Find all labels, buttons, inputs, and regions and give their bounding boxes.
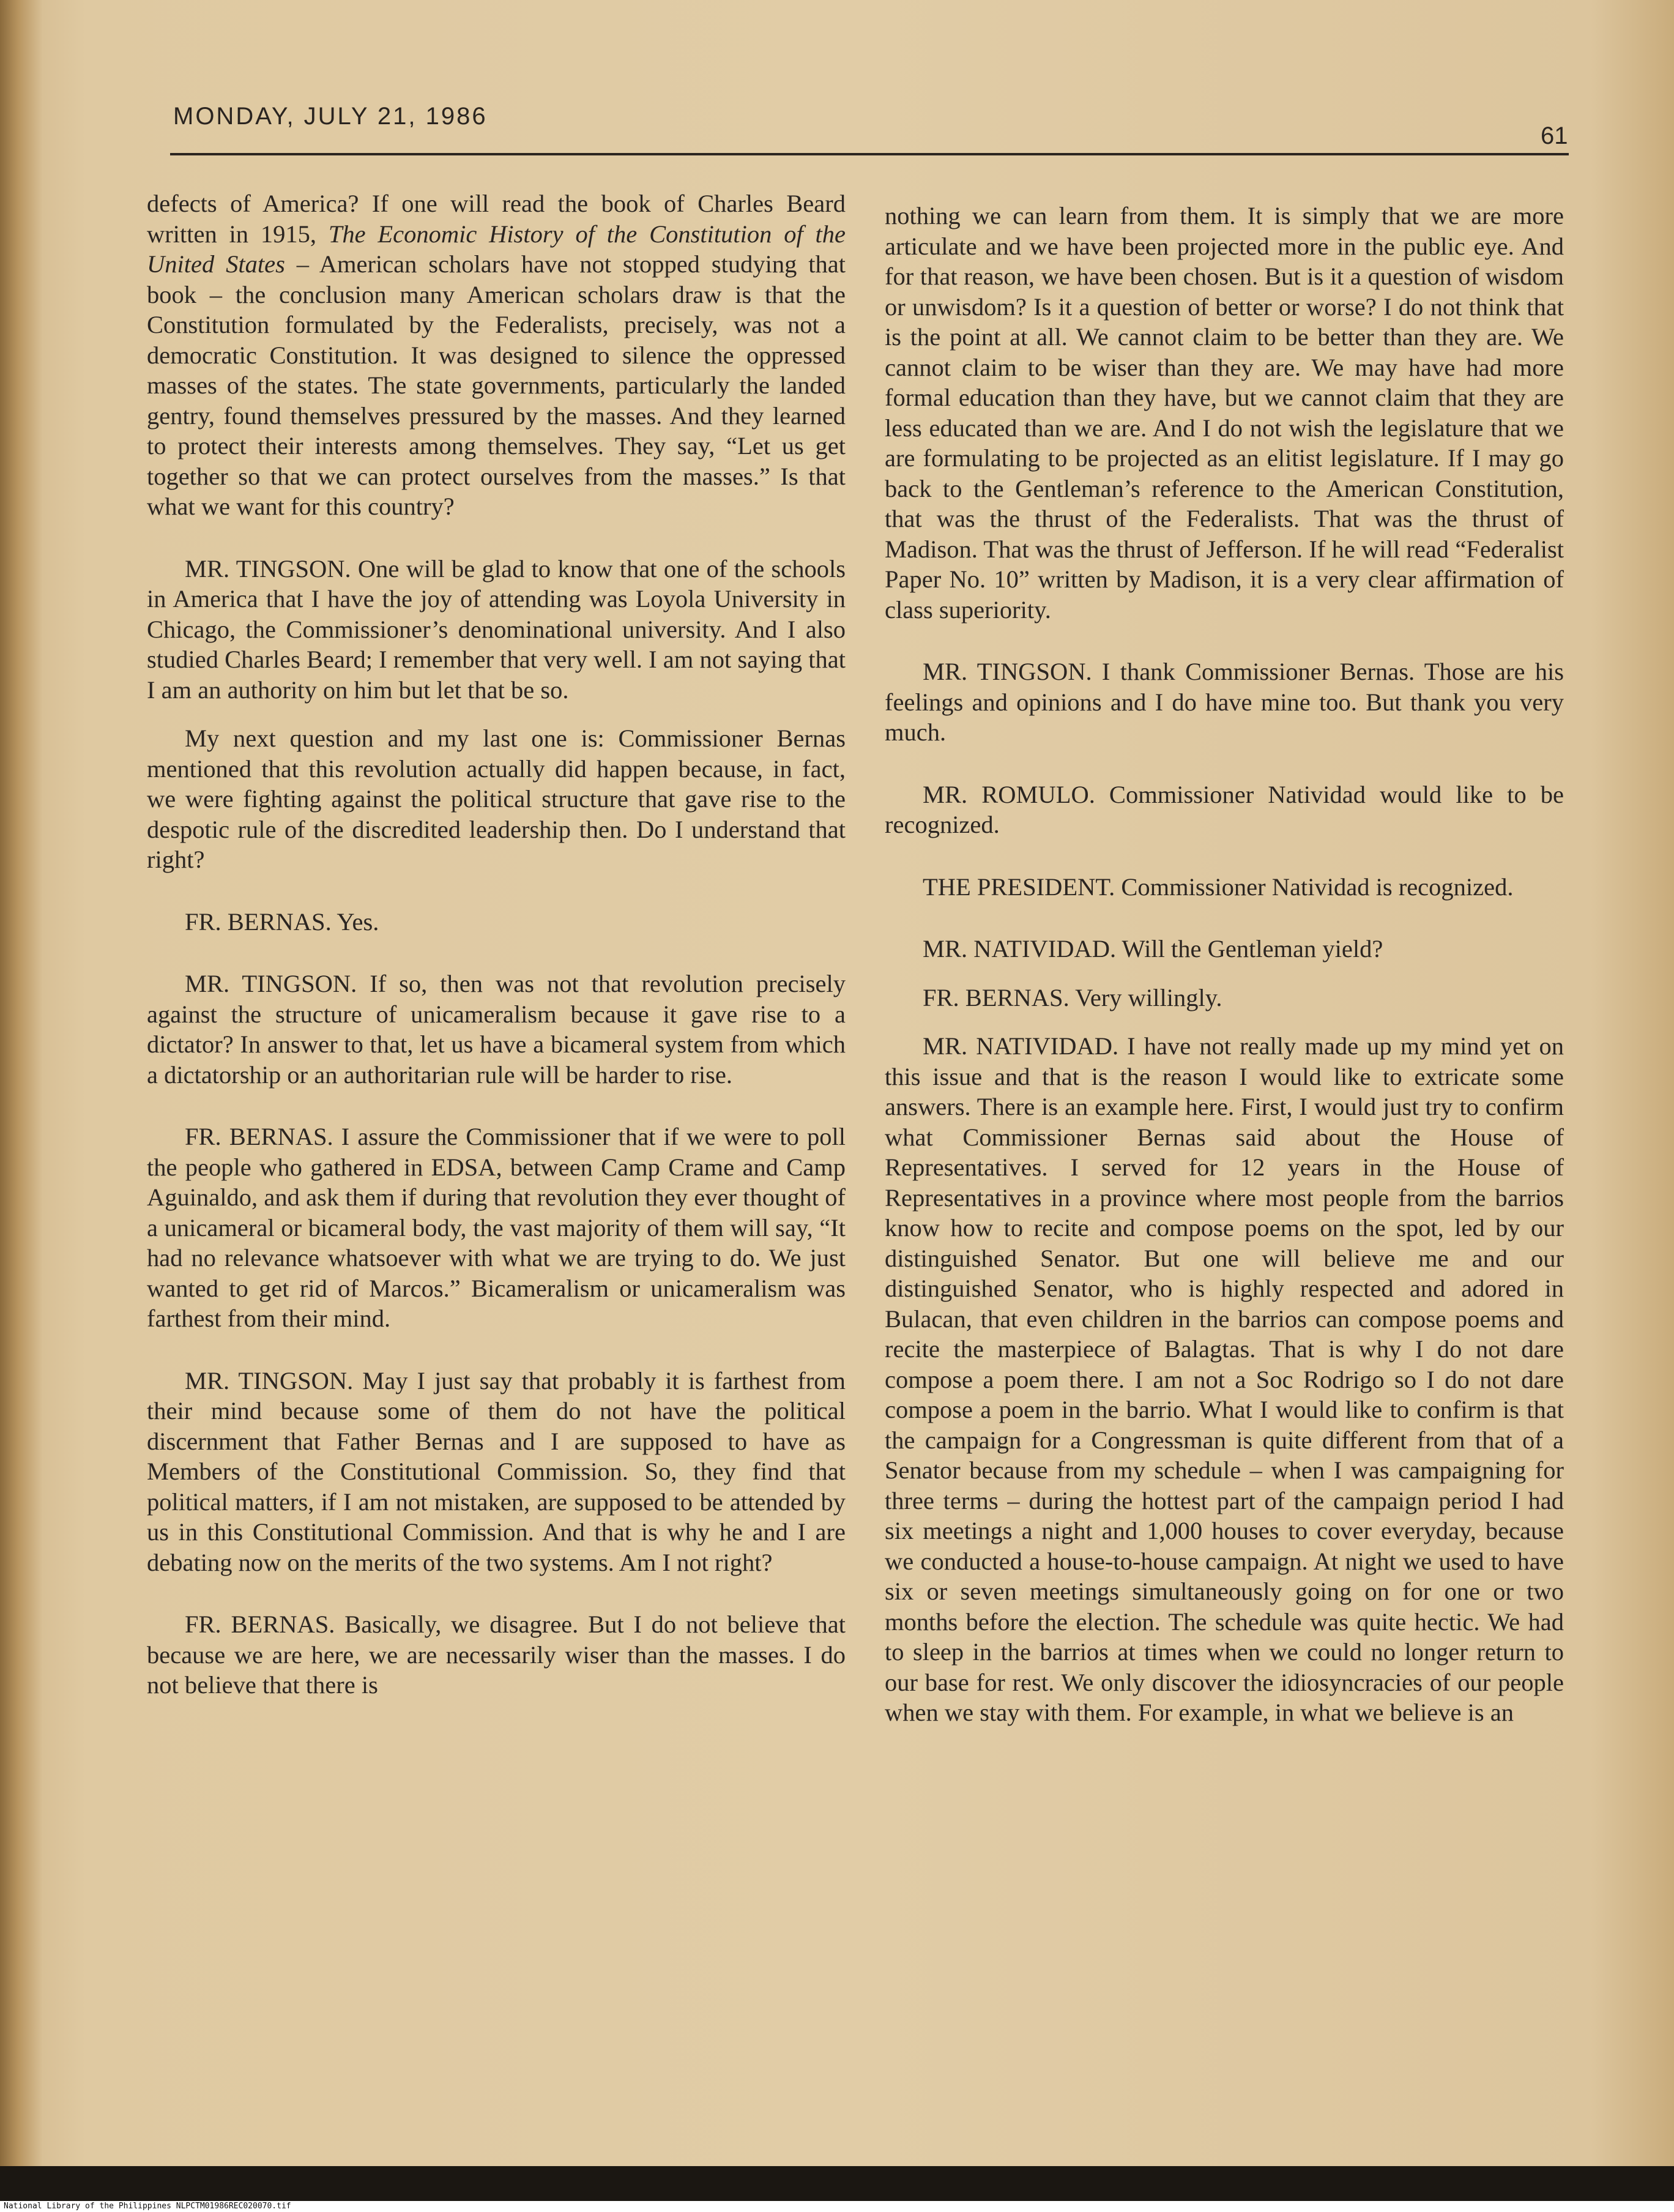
paragraph-text: – American scholars have not stopped studying that book – the conclusion many American scholars draw is that the Constitution formulated by the Federalists, precisely, was not a democratic Constitution. It was designed to silence the oppressed masses of the states. The state governments, particularly the landed gentry, found themselves pressured by the masses. And they learned to protect their interests among themselves. They say, “Let us get together so that we can protect ourselves from the masses.” Is that what we want for this country? <box>147 250 846 520</box>
left-column <box>147 188 846 1700</box>
paragraph <box>147 188 846 522</box>
paragraph: MR. NATIVIDAD. Will the Gentleman yield? <box>923 935 1383 963</box>
paragraph: MR. ROMULO. Commissioner Natividad would like to be recognized. <box>885 780 1564 838</box>
page-header-date: MONDAY, JULY 21, 1986 <box>173 103 488 130</box>
paragraph: FR. BERNAS. Very willingly. <box>923 983 1222 1011</box>
paragraph: FR. BERNAS. I assure the Commissioner that if we were to poll the people who gathered in EDSA, between Camp Crame and Camp Aguinaldo, and ask them if during that revolution they ever thought of a unicameral or bicameral body, the vast majority of them will say, “It had no relevance whatsoever with what we are trying to do. We just wanted to get rid of Marcos.” Bicameralism or unicameralism was farthest from their mind. <box>147 1123 846 1332</box>
paragraph: FR. BERNAS. Basically, we disagree. But I do not believe that because we are here, we are necessarily wiser than the masses. I do not believe that there is <box>147 1611 846 1699</box>
paragraph: MR. NATIVIDAD. I have not really made up my mind yet on this issue and that is the reason I would like to extricate some answers. There is an example here. First, I would just try to confirm what Commissioner Bernas said about the House of Representatives. I served for 12 years in the House of Representatives in a province where most people from the barrios know how to recite and compose poems on the spot, led by our distinguished Senator. But one will believe me and our distinguished Senator, who is highly respected and adored in Bulacan, that even children in the barrios can compose poems and recite the masterpiece of Balagtas. That is why I do not dare compose a poem there. I am not a Soc Rodrigo so I do not dare compose a poem in the barrio. What I would like to confirm is that the campaign for a Congressman is quite different from that of a Senator because from my schedule – when I was campaigning for three terms – during the hottest part of the campaign period I had six meetings a night and 1,000 houses to cover everyday, because we conducted a house-to-house campaign. At night we used to have six or seven meetings simultaneously going on for one or two months before the election. The schedule was quite hectic. We had to sleep in the barrios at times when we could no longer return to our base for rest. We only discover the idiosyncracies of our people when we stay with them. For example, in what we believe is an <box>885 1032 1564 1726</box>
paragraph-text: defects of America? If one will read the book of Charles Beard written in 1915, <box>147 190 846 248</box>
paragraph: FR. BERNAS. Yes. <box>185 907 379 936</box>
page-number: 61 <box>1541 122 1568 149</box>
paragraph: My next question and my last one is: Commissioner Bernas mentioned that this revolution actually did happen because, in fact, we were fighting against the political structure that gave rise to the despotic rule of the discredited leadership then. Do I understand that right? <box>147 724 846 873</box>
paragraph: MR. TINGSON. If so, then was not that revolution precisely against the structure of unicameralism because it gave rise to a dictator? In answer to that, let us have a bicameral system from which a dictatorship or an authoritarian rule will be harder to rise. <box>147 970 846 1089</box>
paragraph: MR. TINGSON. May I just say that probably it is farthest from their mind because some of them do not have the political discernment that Father Bernas and I are supposed to have as Members of the Constitutional Commission. So, they find that political matters, if I am not mistaken, are supposed to be attended by us in this Constitutional Commission. And that is why he and I are debating now on the merits of the two systems. Am I not right? <box>147 1366 846 1576</box>
header-rule <box>170 153 1569 155</box>
paragraph: MR. TINGSON. One will be glad to know that one of the schools in America that I have the joy of attending was Loyola University in Chicago, the Commissioner’s denominational university. And I also studied Charles Beard; I remember that very well. I am not saying that I am an authority on him but let that be so. <box>147 554 846 704</box>
paragraph: nothing we can learn from them. It is simply that we are more articulate and we have been projected more in the public eye. And for that reason, we have been chosen. But is it a question of wisdom or unwisdom? Is it a question of better or worse? I do not think that is the point at all. We cannot claim to be better than they are. We cannot claim to be wiser than they are. We may have had more formal education than they have, but we cannot claim that they are less educated than we are. And I do not wish the legislature that we are formulating to be projected as an elitist legislature. If I may go back to the Gentleman’s reference to the American Constitution, that was the thrust of the Federalists. That was the thrust of Madison. That was the thrust of Jefferson. If he will read “Federalist Paper No. 10” written by Madison, it is a very clear affirmation of class superiority. <box>885 202 1564 624</box>
right-column <box>885 201 1564 1728</box>
paragraph: THE PRESIDENT. Commissioner Natividad is recognized. <box>923 873 1514 901</box>
paragraph: MR. TINGSON. I thank Commissioner Bernas. Those are his feelings and opinions and I do have mine too. But thank you very much. <box>885 658 1564 746</box>
scan-credit: National Library of the Philippines NLPCTM01986REC020070.tif <box>4 2202 291 2211</box>
book-title: The Economic History of the Constitution of the United States <box>147 220 846 278</box>
